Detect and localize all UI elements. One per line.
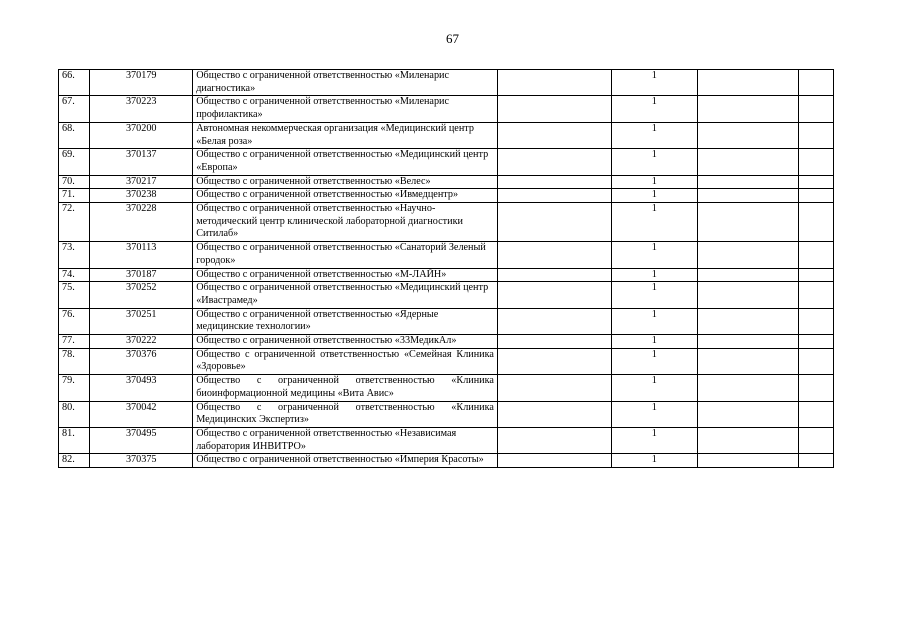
registry-code-cell: 370113 xyxy=(90,242,193,268)
empty-cell xyxy=(798,149,833,175)
organization-name-cell: Общество с ограниченной ответственностью «Ядерные медицинские технологии» xyxy=(193,308,498,334)
empty-cell xyxy=(497,149,611,175)
registry-code-cell: 370042 xyxy=(90,401,193,427)
registry-code-cell: 370375 xyxy=(90,454,193,468)
empty-cell xyxy=(497,401,611,427)
count-cell: 1 xyxy=(611,122,697,148)
empty-cell xyxy=(497,454,611,468)
empty-cell xyxy=(697,375,798,401)
empty-cell xyxy=(697,454,798,468)
empty-cell xyxy=(497,70,611,96)
registry-code-cell: 370217 xyxy=(90,175,193,189)
table-row xyxy=(59,375,834,401)
row-number-cell: 80. xyxy=(59,401,90,427)
empty-cell xyxy=(798,70,833,96)
empty-cell xyxy=(697,175,798,189)
registry-code-cell: 370228 xyxy=(90,203,193,242)
empty-cell xyxy=(697,189,798,203)
table-row xyxy=(59,401,834,427)
registry-code-cell: 370238 xyxy=(90,189,193,203)
row-number-cell: 70. xyxy=(59,175,90,189)
count-cell: 1 xyxy=(611,242,697,268)
empty-cell xyxy=(497,122,611,148)
empty-cell xyxy=(798,454,833,468)
empty-cell xyxy=(697,348,798,374)
registry-code-cell: 370223 xyxy=(90,96,193,122)
empty-cell xyxy=(497,189,611,203)
empty-cell xyxy=(697,122,798,148)
empty-cell xyxy=(497,242,611,268)
empty-cell xyxy=(798,348,833,374)
registry-code-cell: 370495 xyxy=(90,427,193,453)
count-cell: 1 xyxy=(611,70,697,96)
empty-cell xyxy=(697,335,798,349)
registry-code-cell: 370251 xyxy=(90,308,193,334)
organization-name-cell: Общество с ограниченной ответственностью «Семейная Клиника «Здоровье» xyxy=(193,348,498,374)
empty-cell xyxy=(497,268,611,282)
row-number-cell: 76. xyxy=(59,308,90,334)
table-row xyxy=(59,242,834,268)
organization-name-cell: Общество с ограниченной ответственностью «Клиника биоинформационной медицины «Вита Авис» xyxy=(193,375,498,401)
row-number-cell: 69. xyxy=(59,149,90,175)
table-row xyxy=(59,189,834,203)
table-row xyxy=(59,427,834,453)
organization-name-cell: Общество с ограниченной ответственностью «Медицинский центр «Европа» xyxy=(193,149,498,175)
table-row xyxy=(59,175,834,189)
empty-cell xyxy=(798,175,833,189)
table-row xyxy=(59,308,834,334)
empty-cell xyxy=(697,427,798,453)
count-cell: 1 xyxy=(611,454,697,468)
organization-name-cell: Общество с ограниченной ответственностью «Научно-методический центр клинической лабораторной диагностики Ситилаб» xyxy=(193,203,498,242)
table-row xyxy=(59,268,834,282)
organization-name-cell: Общество с ограниченной ответственностью «33МедикАл» xyxy=(193,335,498,349)
count-cell: 1 xyxy=(611,348,697,374)
empty-cell xyxy=(497,282,611,308)
count-cell: 1 xyxy=(611,375,697,401)
row-number-cell: 77. xyxy=(59,335,90,349)
table-row xyxy=(59,149,834,175)
registry-code-cell: 370376 xyxy=(90,348,193,374)
count-cell: 1 xyxy=(611,401,697,427)
empty-cell xyxy=(697,401,798,427)
empty-cell xyxy=(497,175,611,189)
row-number-cell: 72. xyxy=(59,203,90,242)
empty-cell xyxy=(497,348,611,374)
row-number-cell: 68. xyxy=(59,122,90,148)
empty-cell xyxy=(497,203,611,242)
empty-cell xyxy=(697,282,798,308)
organization-name-cell: Общество с ограниченной ответственностью «Ивмедцентр» xyxy=(193,189,498,203)
empty-cell xyxy=(697,203,798,242)
organization-name-cell: Автономная некоммерческая организация «Медицинский центр «Белая роза» xyxy=(193,122,498,148)
row-number-cell: 66. xyxy=(59,70,90,96)
registry-table-body xyxy=(59,70,834,468)
page-number: 67 xyxy=(446,31,459,46)
count-cell: 1 xyxy=(611,268,697,282)
row-number-cell: 73. xyxy=(59,242,90,268)
row-number-cell: 78. xyxy=(59,348,90,374)
count-cell: 1 xyxy=(611,335,697,349)
registry-code-cell: 370179 xyxy=(90,70,193,96)
table-row xyxy=(59,70,834,96)
empty-cell xyxy=(497,375,611,401)
row-number-cell: 81. xyxy=(59,427,90,453)
empty-cell xyxy=(697,268,798,282)
empty-cell xyxy=(798,122,833,148)
table-row xyxy=(59,282,834,308)
row-number-cell: 75. xyxy=(59,282,90,308)
table-row xyxy=(59,122,834,148)
table-row xyxy=(59,335,834,349)
count-cell: 1 xyxy=(611,175,697,189)
registry-code-cell: 370187 xyxy=(90,268,193,282)
organization-name-cell: Общество с ограниченной ответственностью «Санаторий Зеленый городок» xyxy=(193,242,498,268)
organization-name-cell: Общество с ограниченной ответственностью «Империя Красоты» xyxy=(193,454,498,468)
table-row xyxy=(59,96,834,122)
empty-cell xyxy=(798,375,833,401)
empty-cell xyxy=(798,427,833,453)
registry-code-cell: 370252 xyxy=(90,282,193,308)
empty-cell xyxy=(697,308,798,334)
empty-cell xyxy=(798,401,833,427)
count-cell: 1 xyxy=(611,149,697,175)
organization-name-cell: Общество с ограниченной ответственностью «Независимая лаборатория ИНВИТРО» xyxy=(193,427,498,453)
registry-code-cell: 370200 xyxy=(90,122,193,148)
row-number-cell: 71. xyxy=(59,189,90,203)
registry-code-cell: 370137 xyxy=(90,149,193,175)
organization-name-cell: Общество с ограниченной ответственностью «Миленарис диагностика» xyxy=(193,70,498,96)
organization-name-cell: Общество с ограниченной ответственностью «Клиника Медицинских Экспертиз» xyxy=(193,401,498,427)
count-cell: 1 xyxy=(611,282,697,308)
registry-code-cell: 370493 xyxy=(90,375,193,401)
empty-cell xyxy=(697,242,798,268)
empty-cell xyxy=(798,96,833,122)
empty-cell xyxy=(497,308,611,334)
count-cell: 1 xyxy=(611,96,697,122)
row-number-cell: 67. xyxy=(59,96,90,122)
empty-cell xyxy=(798,282,833,308)
empty-cell xyxy=(697,149,798,175)
empty-cell xyxy=(798,268,833,282)
empty-cell xyxy=(798,335,833,349)
table-row xyxy=(59,454,834,468)
row-number-cell: 79. xyxy=(59,375,90,401)
empty-cell xyxy=(798,308,833,334)
empty-cell xyxy=(798,203,833,242)
organization-name-cell: Общество с ограниченной ответственностью «Миленарис профилактика» xyxy=(193,96,498,122)
organization-name-cell: Общество с ограниченной ответственностью «Медицинский центр «Ивастрамед» xyxy=(193,282,498,308)
organization-name-cell: Общество с ограниченной ответственностью «Велес» xyxy=(193,175,498,189)
count-cell: 1 xyxy=(611,308,697,334)
count-cell: 1 xyxy=(611,203,697,242)
organization-name-cell: Общество с ограниченной ответственностью «М-ЛАЙН» xyxy=(193,268,498,282)
table-row xyxy=(59,348,834,374)
empty-cell xyxy=(798,242,833,268)
registry-table xyxy=(58,69,834,468)
registry-code-cell: 370222 xyxy=(90,335,193,349)
table-row xyxy=(59,203,834,242)
empty-cell xyxy=(697,70,798,96)
empty-cell xyxy=(798,189,833,203)
empty-cell xyxy=(697,96,798,122)
row-number-cell: 74. xyxy=(59,268,90,282)
row-number-cell: 82. xyxy=(59,454,90,468)
count-cell: 1 xyxy=(611,189,697,203)
empty-cell xyxy=(497,427,611,453)
empty-cell xyxy=(497,96,611,122)
count-cell: 1 xyxy=(611,427,697,453)
empty-cell xyxy=(497,335,611,349)
